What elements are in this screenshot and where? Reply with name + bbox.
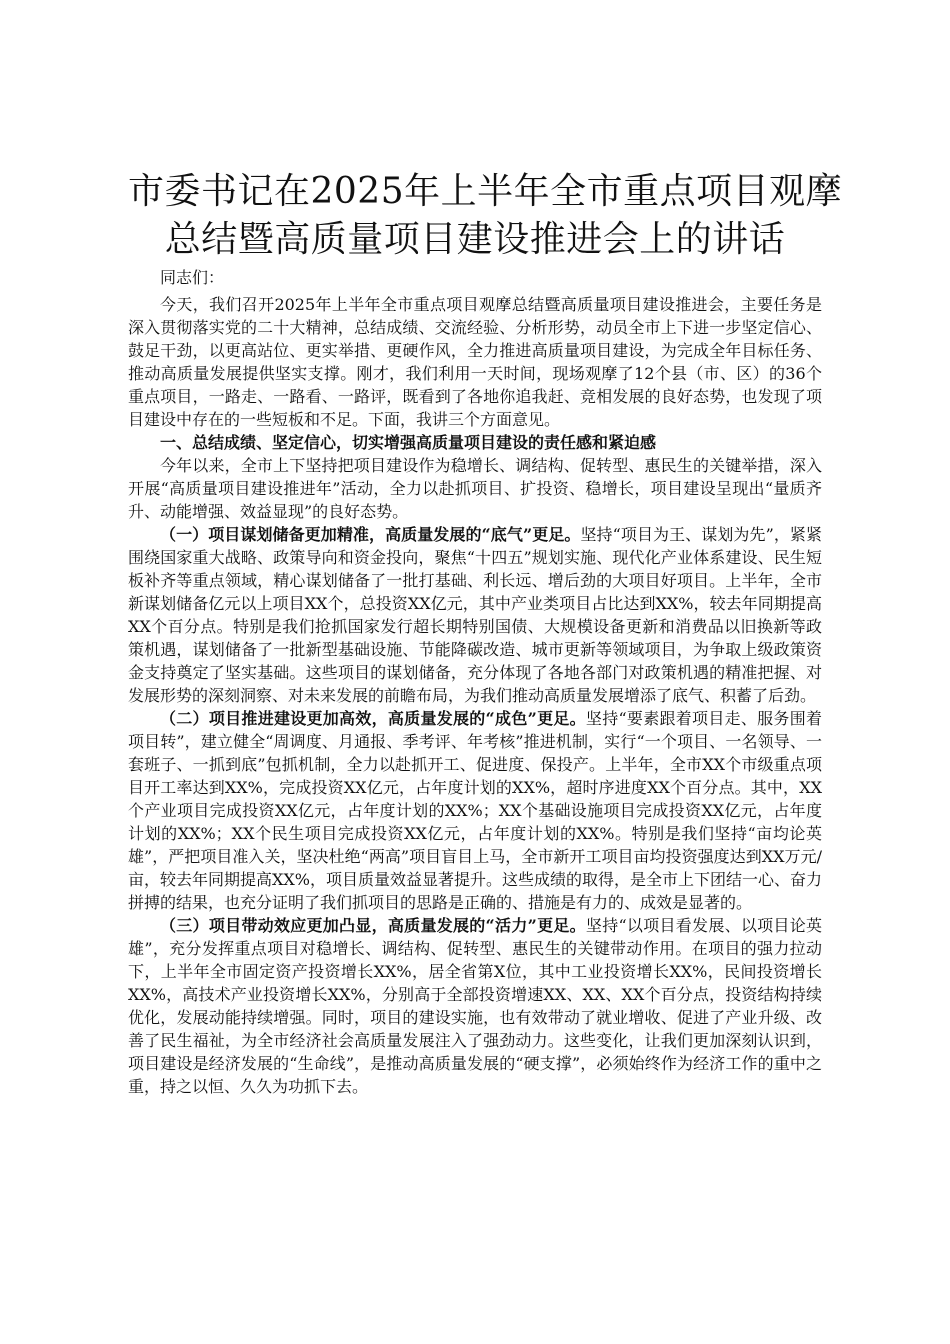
point-1-heading: （一）项目谋划储备更加精准，高质量发展的“底气”更足。 (160, 525, 581, 544)
point-3-body: 坚持“以项目看发展、以项目论英雄”，充分发挥重点项目对稳增长、调结构、促转型、惠民生的关键带动作用。在项目的强力拉动下，上半年全市固定资产投资增长XX%，居全省第X位，其中工业投资增长XX%，民间投资增长XX%，高技术产业投资增长XX%，分别高于全部投资增速XX、XX、XX个百分点，投资结构持续优化，发展动能持续增强。同时，项目的建设实施，也有效带动了就业增收、促进了产业升级、改善了民生福祉，为全市经济社会高质量发展注入了强劲动力。这些变化，让我们更加深刻认识到，项目建设是经济发展的“生命线”，是推动高质量发展的“硬支撑”，必须始终作为经济工作的重中之重，持之以恒、久久为功抓下去。 (128, 916, 822, 1096)
salutation: 同志们： (160, 268, 225, 287)
point-1-body: 坚持“项目为王、谋划为先”，紧紧围绕国家重大战略、政策导向和资金投向，聚焦“十四五”规划实施、现代化产业体系建设、民生短板补齐等重点领域，精心谋划储备了一批打基础、利长远、增后劲的大项目好项目。上半年，全市新谋划储备亿元以上项目XX个，总投资XX亿元，其中产业类项目占比达到XX%，较去年同期提高XX个百分点。特别是我们抢抓国家发行超长期特别国债、大规模设备更新和消费品以旧换新等政策机遇，谋划储备了一批新型基础设施、节能降碳改造、城市更新等领域项目，为争取上级政策资金支持奠定了坚实基础。这些项目的谋划储备，充分体现了各地各部门对政策机遇的精准把握、对发展形势的深刻洞察、对未来发展的前瞻布局，为我们推动高质量发展增添了底气、积蓄了后劲。 (128, 525, 822, 705)
title-line-1: 市委书记在2025年上半年全市重点项目观摩 (128, 171, 843, 212)
document-page (128, 168, 843, 1098)
point-2-paragraph (128, 707, 822, 914)
point-3-heading: （三）项目带动效应更加凸显，高质量发展的“活力”更足。 (160, 916, 586, 935)
point-3-paragraph (128, 914, 822, 1098)
document-body (128, 266, 822, 1098)
section-1-heading: 一、总结成绩、坚定信心，切实增强高质量项目建设的责任感和紧迫感 (160, 433, 657, 452)
point-2-body: 坚持“要素跟着项目走、服务围着项目转”，建立健全“周调度、月通报、季考评、年考核”推进机制，实行“一个项目、一名领导、一套班子、一抓到底”包抓机制，全力以赴抓开工、促进度、保投产。上半年，全市XX个市级重点项目开工率达到XX%，完成投资XX亿元，占年度计划的XX%，超时序进度XX个百分点。其中，XX个产业项目完成投资XX亿元，占年度计划的XX%；XX个基础设施项目完成投资XX亿元，占年度计划的XX%；XX个民生项目完成投资XX亿元，占年度计划的XX%。特别是我们坚持“亩均论英雄”，严把项目准入关，坚决杜绝“两高”项目盲目上马，全市新开工项目亩均投资强度达到XX万元/亩，较去年同期提高XX%，项目质量效益显著提升。这些成绩的取得，是全市上下团结一心、奋力拼搏的结果，也充分证明了我们抓项目的思路是正确的、措施是有力的、成效是显著的。 (128, 709, 822, 912)
intro-paragraph: 今天，我们召开2025年上半年全市重点项目观摩总结暨高质量项目建设推进会，主要任务是深入贯彻落实党的二十大精神，总结成绩、交流经验、分析形势，动员全市上下进一步坚定信心、鼓足干劲，以更高站位、更实举措、更硬作风，全力推进高质量项目建设，为完成全年目标任务、推动高质量发展提供坚实支撑。刚才，我们利用一天时间，现场观摩了12个县（市、区）的36个重点项目，一路走、一路看、一路评，既看到了各地你追我赶、竞相发展的良好态势，也发现了项目建设中存在的一些短板和不足。下面，我讲三个方面意见。 (128, 295, 822, 429)
point-2-heading: （二）项目推进建设更加高效，高质量发展的“成色”更足。 (160, 709, 586, 728)
document-title (128, 168, 843, 264)
point-1-paragraph (128, 523, 822, 707)
section-1-intro-paragraph: 今年以来，全市上下坚持把项目建设作为稳增长、调结构、促转型、惠民生的关键举措，深入开展“高质量项目建设推进年”活动，全力以赴抓项目、扩投资、稳增长，项目建设呈现出“量质齐升、动能增强、效益显现”的良好态势。 (128, 456, 822, 521)
title-line-2: 总结暨高质量项目建设推进会上的讲话 (164, 219, 786, 260)
